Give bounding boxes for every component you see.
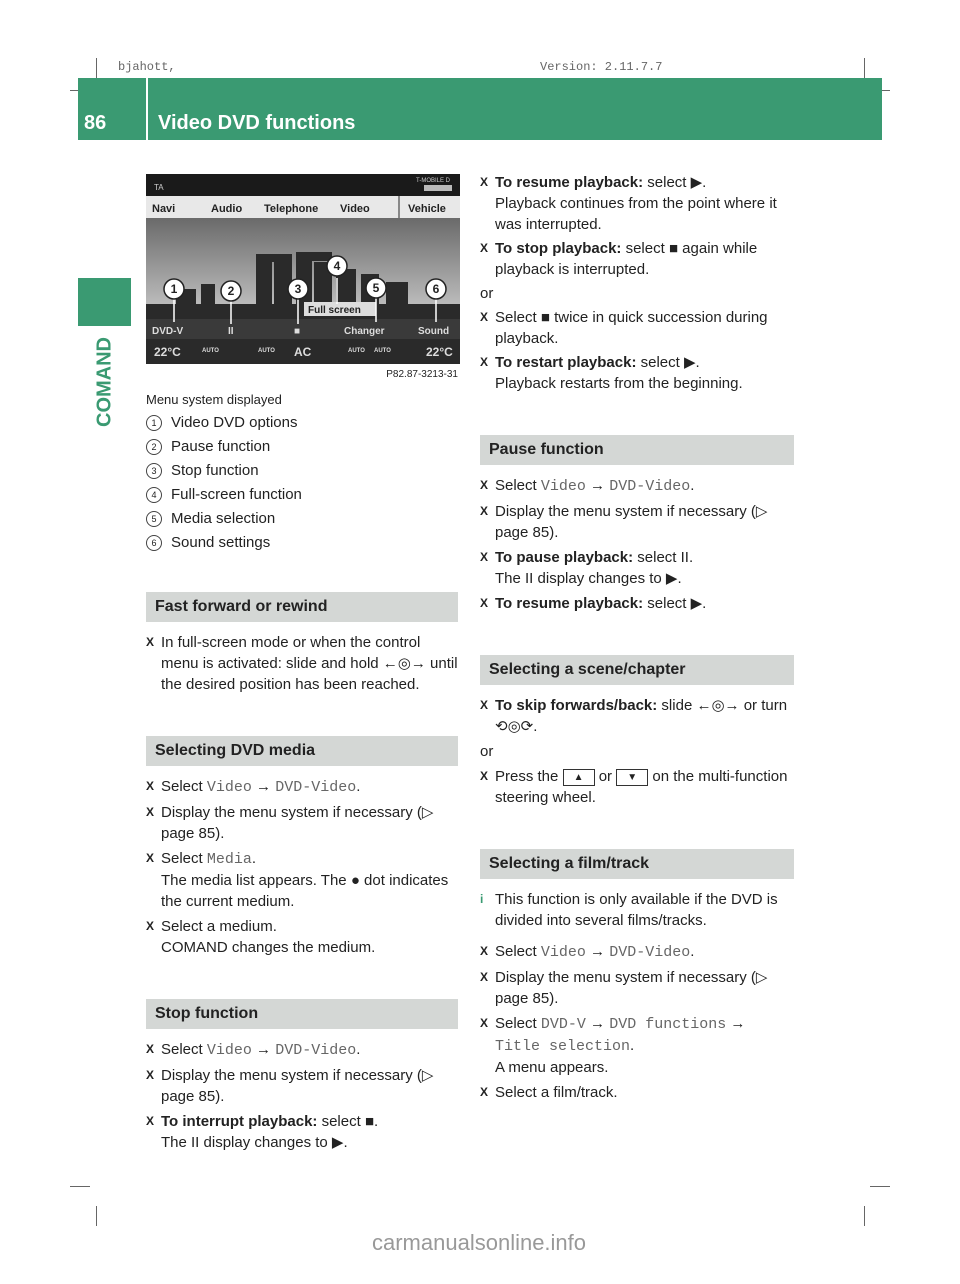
side-label: COMAND	[93, 337, 115, 427]
callout-2: 2	[227, 284, 235, 298]
down-key-icon: ▼	[616, 769, 648, 786]
list-item: X Press the ▲ or ▼ on the multi-function steering wheel.	[480, 768, 788, 806]
right-column	[480, 172, 794, 1103]
section-heading-film: Selecting a film/track	[480, 849, 794, 879]
list-item: X Select Media. The media list appears. The ● dot indicates the current medium.	[146, 850, 449, 910]
screen-menu-pause: II	[228, 326, 234, 337]
callout-4: 4	[333, 259, 341, 273]
list-item: 6 Sound settings	[146, 531, 466, 555]
screen-menu-changer: Changer	[344, 326, 385, 337]
numbered-list	[146, 411, 466, 555]
screen-menu-sound: Sound	[418, 326, 450, 337]
signal-icon	[424, 185, 452, 191]
list-item: X Select a medium. COMAND changes the medium.	[146, 918, 376, 956]
list-item: X Select Video → DVD-Video.	[480, 943, 695, 961]
list-item: X Display the menu system if necessary (▷ page 85).	[146, 1067, 434, 1105]
climate-auto: AUTO	[348, 348, 365, 354]
screen-menu-dvdv: DVD-V	[152, 326, 184, 337]
climate-left-temp: 22°C	[154, 345, 181, 359]
callout-6: 6	[432, 282, 440, 296]
image-reference: P82.87-3213-31	[386, 369, 458, 380]
callout-5: 5	[372, 281, 380, 295]
list-item: 4 Full-screen function	[146, 483, 466, 507]
list-item: X To interrupt playback: select ■. The II display changes to ▶.	[146, 1113, 379, 1151]
info-icon: i	[480, 892, 484, 906]
list-item: X To skip forwards/back: slide ←◎→ or turn ⟲◎⟳.	[480, 697, 788, 735]
screen-carrier: T-MOBILE D	[416, 178, 451, 184]
climate-auto: AUTO	[258, 348, 275, 354]
callout-3: 3	[294, 282, 302, 296]
crop-mark	[70, 1186, 90, 1187]
header-divider	[146, 78, 148, 140]
list-item: X Select Video → DVD-Video.	[146, 778, 361, 796]
up-key-icon: ▲	[563, 769, 595, 786]
section-heading-scene: Selecting a scene/chapter	[480, 655, 794, 685]
list-item: X Select Video → DVD-Video.	[480, 477, 695, 495]
section-heading-dvd-media: Selecting DVD media	[146, 736, 458, 766]
climate-auto: AUTO	[202, 348, 219, 354]
figure-caption: Menu system displayed	[146, 392, 282, 407]
list-item: 5 Media selection	[146, 507, 466, 531]
crop-mark	[96, 58, 97, 78]
crop-mark	[864, 1206, 865, 1226]
climate-ac: AC	[294, 345, 312, 359]
list-item: X Select Video → DVD-Video.	[146, 1041, 361, 1059]
crop-mark	[864, 58, 865, 78]
info-note: i This function is only available if the DVD is divided into several films/tracks.	[480, 891, 778, 929]
side-tab-square	[78, 278, 131, 326]
list-item: X Select ■ twice in quick succession during playback.	[480, 309, 768, 347]
list-item: X To resume playback: select ▶.	[480, 595, 707, 612]
comand-screen-image	[146, 174, 460, 382]
list-item: X To restart playback: select ▶. Playback restarts from the beginning.	[480, 354, 743, 392]
crop-mark	[96, 1206, 97, 1226]
watermark: carmanualsonline.info	[372, 1230, 587, 1255]
climate-right-temp: 22°C	[426, 345, 453, 359]
meta-author: bjahott,	[118, 60, 176, 74]
or-text: or	[480, 285, 494, 302]
section-heading-stop: Stop function	[146, 999, 458, 1029]
climate-auto: AUTO	[374, 348, 391, 354]
list-item: X Display the menu system if necessary (▷ page 85).	[480, 503, 768, 541]
list-item: X Display the menu system if necessary (▷ page 85).	[146, 804, 434, 842]
list-item: X To stop playback: select ■ again while playback is interrupted.	[480, 240, 758, 278]
meta-version: Version: 2.11.7.7	[540, 60, 663, 74]
screen-tab-navi: Navi	[152, 203, 176, 215]
list-item: 3 Stop function	[146, 459, 466, 483]
screen-menu-fullscreen: Full screen	[308, 305, 361, 316]
list-item: X In full-screen mode or when the control menu is activated: slide and hold ←◎→ until the desired position has been reached.	[146, 634, 458, 693]
list-item: X To pause playback: select II. The II display changes to ▶.	[480, 549, 694, 587]
screen-tab-telephone: Telephone	[264, 203, 319, 215]
section-heading-pause: Pause function	[480, 435, 794, 465]
list-item: X Select DVD-V → DVD functions → Title selection. A menu appears.	[480, 1015, 746, 1076]
screen-tab-vehicle: Vehicle	[408, 203, 446, 215]
screen-tab-video: Video	[340, 203, 370, 215]
left-column	[146, 592, 458, 1153]
section-heading-fast-forward: Fast forward or rewind	[146, 592, 458, 622]
page-title: Video DVD functions	[158, 112, 356, 134]
page-number: 86	[84, 112, 107, 134]
list-item: 1 Video DVD options	[146, 411, 466, 435]
or-text: or	[480, 743, 494, 760]
screen-tab-audio: Audio	[211, 203, 243, 215]
list-item: X Display the menu system if necessary (▷ page 85).	[480, 969, 768, 1007]
crop-mark	[870, 1186, 890, 1187]
list-item: 2 Pause function	[146, 435, 466, 459]
list-item: X To resume playback: select ▶. Playback continues from the point where it was interrupted.	[480, 174, 777, 233]
callout-1: 1	[170, 282, 178, 296]
list-item: X Select a film/track.	[480, 1084, 618, 1101]
screen-ta-label: TA	[154, 183, 164, 192]
screen-menu-stop: ■	[294, 326, 301, 337]
